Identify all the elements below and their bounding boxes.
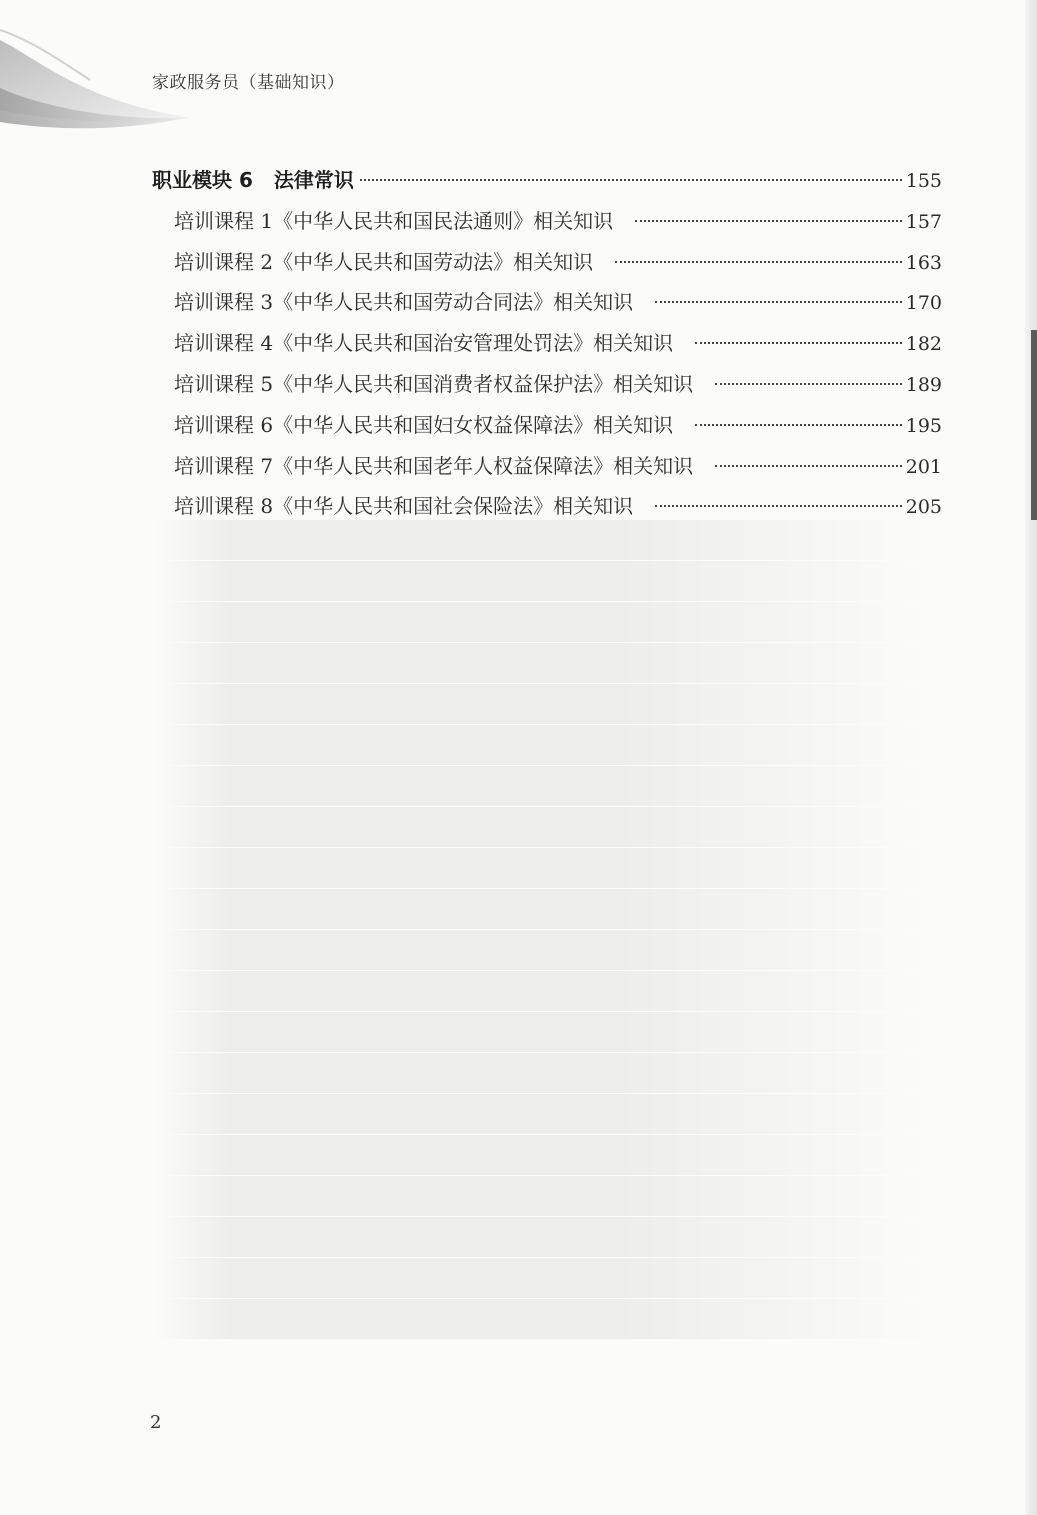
dot-leader xyxy=(635,220,902,222)
toc-lesson-entry[interactable] xyxy=(152,446,942,487)
page-number: 2 xyxy=(150,1412,162,1433)
dot-leader xyxy=(715,383,902,385)
lesson-title: 《中华人民共和国治安管理处罚法》相关知识 xyxy=(273,331,674,356)
toc-lesson-entry[interactable] xyxy=(152,201,942,242)
toc-lesson-entry[interactable] xyxy=(152,486,942,527)
ghost-line xyxy=(150,1176,950,1216)
lesson-title: 《中华人民共和国消费者权益保护法》相关知识 xyxy=(273,371,694,396)
lesson-heading xyxy=(174,242,593,283)
lesson-page-number: 170 xyxy=(905,292,942,315)
lesson-label: 培训课程 6 xyxy=(174,412,274,437)
lesson-title: 《中华人民共和国劳动法》相关知识 xyxy=(273,249,594,274)
ghost-line xyxy=(150,1012,950,1052)
ghost-line xyxy=(150,807,950,847)
dot-leader xyxy=(655,301,902,303)
lesson-heading xyxy=(174,323,673,364)
lesson-label: 培训课程 8 xyxy=(174,494,274,519)
toc-lesson-entry[interactable] xyxy=(152,323,942,364)
toc-lesson-entry[interactable] xyxy=(152,282,942,323)
ghost-line xyxy=(150,848,950,888)
lesson-heading xyxy=(174,364,693,405)
ghost-line xyxy=(150,889,950,929)
lesson-page-number: 205 xyxy=(905,496,942,519)
ghost-line xyxy=(150,1299,950,1339)
module-label: 职业模块 xyxy=(152,168,232,192)
ghost-line xyxy=(150,971,950,1011)
ghost-line xyxy=(150,602,950,642)
lesson-heading xyxy=(174,486,633,527)
dot-leader xyxy=(695,424,902,426)
ghost-line xyxy=(150,561,950,601)
ghost-line xyxy=(150,1217,950,1257)
table-of-contents xyxy=(152,160,942,527)
module-heading xyxy=(152,160,354,201)
lesson-title: 《中华人民共和国妇女权益保障法》相关知识 xyxy=(273,412,674,437)
toc-lesson-entry[interactable] xyxy=(152,405,942,446)
ghost-line xyxy=(150,930,950,970)
ghost-line xyxy=(150,766,950,806)
toc-lesson-entry[interactable] xyxy=(152,242,942,283)
show-through-ghost-text xyxy=(150,520,950,1350)
ghost-line xyxy=(150,1135,950,1175)
page-edge-shadow xyxy=(1025,0,1037,1515)
dot-leader xyxy=(695,342,902,344)
lesson-page-number: 182 xyxy=(905,333,942,356)
dot-leader xyxy=(715,465,902,467)
ghost-line xyxy=(150,684,950,724)
module-page-number: 155 xyxy=(905,170,942,192)
ghost-line xyxy=(150,1258,950,1298)
module-number: 6 xyxy=(238,168,253,192)
lesson-title: 《中华人民共和国劳动合同法》相关知识 xyxy=(273,290,634,315)
lesson-heading xyxy=(174,282,633,323)
lesson-page-number: 189 xyxy=(905,373,942,396)
running-header: 家政服务员（基础知识） xyxy=(152,73,345,93)
ghost-line xyxy=(150,1053,950,1093)
lesson-title: 《中华人民共和国社会保险法》相关知识 xyxy=(273,494,634,519)
ghost-line xyxy=(150,725,950,765)
toc-module-entry[interactable] xyxy=(152,160,942,201)
lesson-heading xyxy=(174,201,613,242)
ghost-line xyxy=(150,643,950,683)
lesson-label: 培训课程 7 xyxy=(174,453,274,478)
lesson-page-number: 201 xyxy=(905,455,942,478)
lesson-label: 培训课程 4 xyxy=(174,331,274,356)
page-edge-dark-strip xyxy=(1031,330,1037,520)
lesson-title: 《中华人民共和国老年人权益保障法》相关知识 xyxy=(273,453,694,478)
lesson-page-number: 163 xyxy=(905,251,942,274)
dot-leader xyxy=(360,179,902,181)
ghost-line xyxy=(150,1094,950,1134)
lesson-label: 培训课程 3 xyxy=(174,290,274,315)
lesson-label: 培训课程 2 xyxy=(174,249,274,274)
dot-leader xyxy=(655,505,902,507)
lesson-title: 《中华人民共和国民法通则》相关知识 xyxy=(273,208,614,233)
lesson-page-number: 195 xyxy=(905,414,942,437)
lesson-label: 培训课程 5 xyxy=(174,371,274,396)
lesson-page-number: 157 xyxy=(905,210,942,233)
lesson-heading xyxy=(174,405,673,446)
dot-leader xyxy=(615,261,902,263)
lesson-heading xyxy=(174,446,693,487)
lesson-label: 培训课程 1 xyxy=(174,208,274,233)
module-title: 法律常识 xyxy=(273,168,354,192)
toc-lesson-entry[interactable] xyxy=(152,364,942,405)
